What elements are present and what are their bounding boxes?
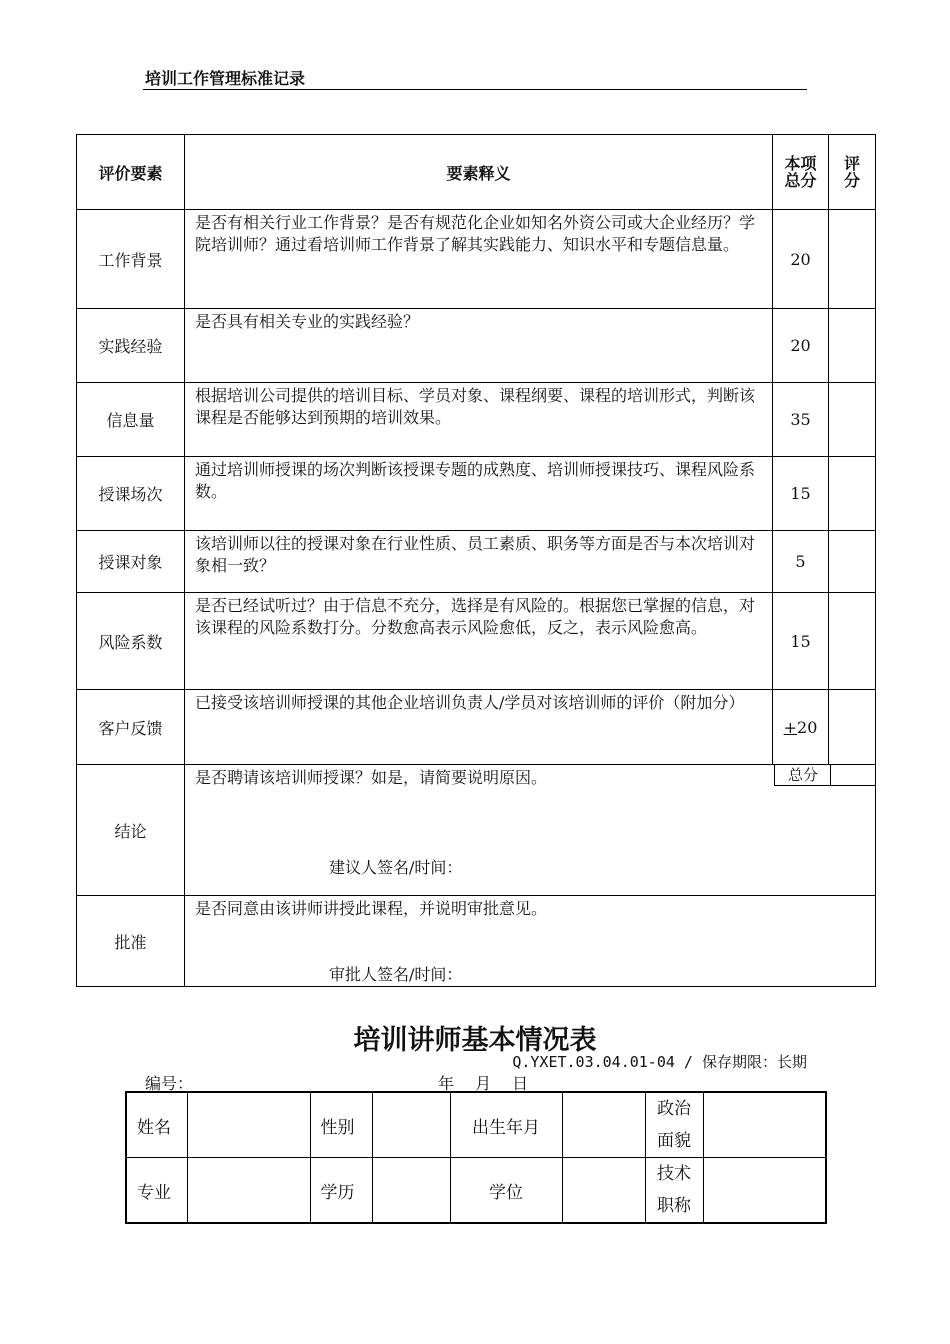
element-cell: 授课场次 xyxy=(77,457,185,531)
page-header-title: 培训工作管理标准记录 xyxy=(145,69,306,88)
degree-label: 学位 xyxy=(450,1158,562,1224)
description-cell: 已接受该培训师授课的其他企业培训负责人/学员对该培训师的评价（附加分） xyxy=(185,690,773,765)
name-field[interactable] xyxy=(187,1092,310,1158)
description-cell: 根据培训公司提供的培训目标、学员对象、课程纲要、课程的培训形式，判断该课程是否能够达到预期的培训效果。 xyxy=(185,383,773,457)
col-header-element: 评价要素 xyxy=(77,135,185,210)
politics-label xyxy=(645,1092,703,1158)
table-row xyxy=(77,690,876,765)
tech-title-label-line1: 技术 xyxy=(657,1164,691,1184)
date-label: 年 月 日 xyxy=(438,1074,530,1093)
description-cell: 是否已经试听过？由于信息不充分，选择是有风险的。根据您已掌握的信息，对该课程的风险系数打分。分数愈高表示风险愈低，反之，表示风险愈高。 xyxy=(185,593,773,690)
degree-field[interactable] xyxy=(562,1158,645,1224)
info-row xyxy=(126,1158,826,1224)
rating-cell[interactable] xyxy=(829,531,876,593)
rating-cell[interactable] xyxy=(829,383,876,457)
proposer-signature-label: 建议人签名/时间： xyxy=(329,858,463,877)
evaluation-table xyxy=(76,134,876,987)
major-label: 专业 xyxy=(126,1158,187,1224)
total-score-cell[interactable] xyxy=(830,765,875,786)
header-rule xyxy=(143,89,807,90)
total-label: 总分 xyxy=(774,765,831,786)
rating-cell[interactable] xyxy=(829,690,876,765)
score-cell: 15 xyxy=(773,457,829,531)
table-row xyxy=(77,593,876,690)
education-field[interactable] xyxy=(372,1158,450,1224)
table-row xyxy=(77,309,876,383)
tech-title-field[interactable] xyxy=(703,1158,826,1224)
gender-label: 性别 xyxy=(310,1092,372,1158)
score-cell: 20 xyxy=(773,309,829,383)
rating-cell[interactable] xyxy=(829,593,876,690)
element-cell: 风险系数 xyxy=(77,593,185,690)
table-header-row xyxy=(77,135,876,210)
element-cell: 授课对象 xyxy=(77,531,185,593)
approver-signature-label: 审批人签名/时间： xyxy=(329,965,463,984)
conclusion-cell[interactable] xyxy=(185,765,876,896)
table-row xyxy=(77,531,876,593)
table-row xyxy=(77,210,876,309)
politics-field[interactable] xyxy=(703,1092,826,1158)
info-row xyxy=(126,1092,826,1158)
tech-title-label-line2: 职称 xyxy=(657,1196,691,1216)
major-field[interactable] xyxy=(187,1158,310,1224)
element-cell: 工作背景 xyxy=(77,210,185,309)
tech-title-label xyxy=(645,1158,703,1224)
form-title: 培训讲师基本情况表 xyxy=(353,1025,597,1056)
approval-question: 是否同意由该讲师讲授此课程，并说明审批意见。 xyxy=(195,899,548,918)
col-header-description: 要素释义 xyxy=(185,135,773,210)
col-header-rating xyxy=(829,135,876,210)
element-cell: 信息量 xyxy=(77,383,185,457)
trainer-info-table xyxy=(125,1091,827,1224)
description-cell: 通过培训师授课的场次判断该授课专题的成熟度、培训师授课技巧、课程风险系数。 xyxy=(185,457,773,531)
element-cell: 客户反馈 xyxy=(77,690,185,765)
description-cell: 是否有相关行业工作背景？是否有规范化企业如知名外资公司或大企业经历？学院培训师？通过看培训师工作背景了解其实践能力、知识水平和专题信息量。 xyxy=(185,210,773,309)
score-cell xyxy=(773,690,829,765)
education-label: 学历 xyxy=(310,1158,372,1224)
score-value: 20 xyxy=(797,717,818,737)
score-cell: 5 xyxy=(773,531,829,593)
rating-cell[interactable] xyxy=(829,457,876,531)
approval-row xyxy=(77,896,876,987)
score-cell: 15 xyxy=(773,593,829,690)
rating-cell[interactable] xyxy=(829,210,876,309)
conclusion-question: 是否聘请该培训师授课？如是，请简要说明原因。 xyxy=(195,768,548,787)
politics-label-line1: 政治 xyxy=(657,1099,691,1119)
col-header-rating-line1: 评 xyxy=(843,154,860,173)
element-cell: 实践经验 xyxy=(77,309,185,383)
col-header-total-line2: 总分 xyxy=(784,171,817,190)
name-label: 姓名 xyxy=(126,1092,187,1158)
approval-cell[interactable] xyxy=(185,896,876,987)
score-sign: + xyxy=(783,717,798,737)
conclusion-row xyxy=(77,765,876,896)
gender-field[interactable] xyxy=(372,1092,450,1158)
col-header-total xyxy=(773,135,829,210)
col-header-total-line1: 本项 xyxy=(784,154,817,173)
description-cell: 是否具有相关专业的实践经验？ xyxy=(185,309,773,383)
birth-label: 出生年月 xyxy=(450,1092,562,1158)
table-row xyxy=(77,383,876,457)
number-label: 编号： xyxy=(145,1074,194,1093)
score-cell: 35 xyxy=(773,383,829,457)
politics-label-line2: 面貌 xyxy=(657,1131,691,1151)
approval-label: 批准 xyxy=(77,896,185,987)
conclusion-label: 结论 xyxy=(77,765,185,896)
birth-field[interactable] xyxy=(562,1092,645,1158)
col-header-rating-line2: 分 xyxy=(843,171,860,190)
table-row xyxy=(77,457,876,531)
rating-cell[interactable] xyxy=(829,309,876,383)
document-code: Q.YXET.03.04.01-04 / 保存期限：长期 xyxy=(512,1053,807,1071)
description-cell: 该培训师以往的授课对象在行业性质、员工素质、职务等方面是否与本次培训对象相一致？ xyxy=(185,531,773,593)
score-cell: 20 xyxy=(773,210,829,309)
